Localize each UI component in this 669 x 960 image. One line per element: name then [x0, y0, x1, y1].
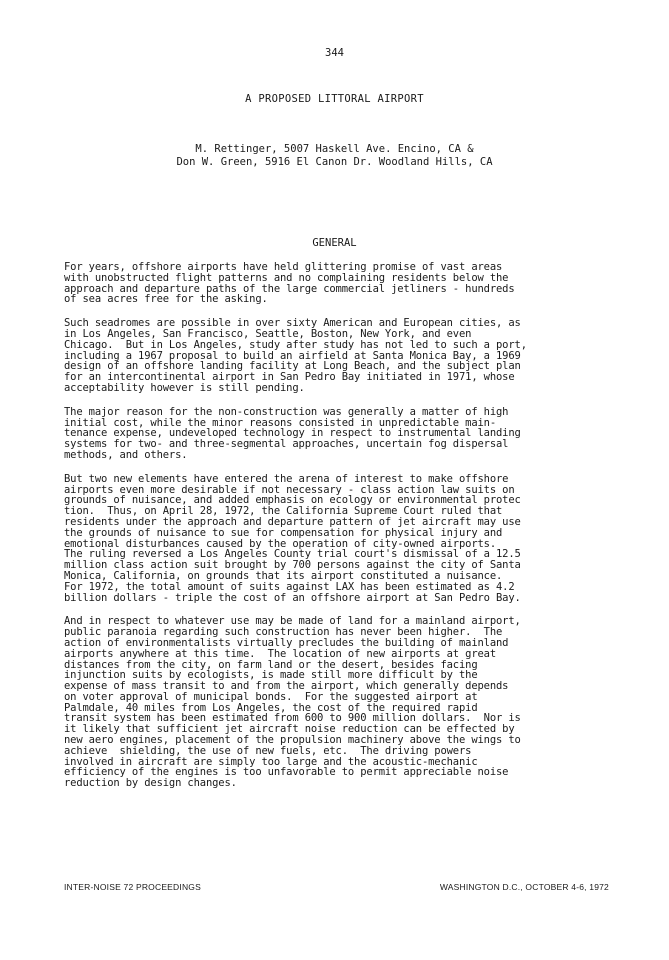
paper-title: A PROPOSED LITTORAL AIRPORT — [245, 93, 424, 105]
paragraph — [64, 407, 609, 461]
text-line: Palmdale, 40 miles from Los Angeles, the cost of the required rapid — [64, 701, 478, 714]
text-line: for an intercontinental airport in San Pedro Bay initiated in 1971, whose — [64, 371, 515, 384]
text-line: injunction suits by ecologists, is made still more difficult by the — [64, 669, 478, 682]
text-line: emotional disturbances caused by the operation of city-owned airports. — [64, 537, 497, 550]
body-text — [64, 262, 609, 802]
paragraph — [64, 318, 609, 394]
text-line: billion dollars - triple the cost of an offshore airport at San Pedro Bay. — [64, 591, 521, 604]
text-line: For 1972, the total amount of suits against LAX has been estimated as 4.2 — [64, 580, 515, 593]
footer-location-date: WASHINGTON D.C., OCTOBER 4-6, 1972 — [439, 882, 609, 892]
paragraph — [64, 474, 609, 604]
text-line: initial cost, while the minor reasons consisted in unpredictable main- — [64, 416, 497, 429]
text-line: expense of mass transit to and from the airport, which generally depends — [64, 680, 509, 693]
text-line: reduction by design changes. — [64, 777, 237, 790]
footer-proceedings: INTER-NOISE 72 PROCEEDINGS — [64, 882, 201, 892]
section-heading: GENERAL — [312, 237, 357, 249]
text-line: achieve shielding, the use of new fuels, etc. The driving powers — [64, 744, 472, 757]
text-line: transit system has been estimated from 600 to 900 million dollars. Nor is — [64, 712, 521, 725]
text-line: distances from the city, on farm land or the desert, besides facing — [64, 658, 478, 671]
text-line: For years, offshore airports have held glittering promise of vast areas — [64, 261, 503, 273]
text-line: But two new elements have entered the arena of interest to make offshore — [64, 472, 509, 485]
text-line: tion. Thus, on April 28, 1972, the California Supreme Court ruled that — [64, 505, 503, 518]
text-line: action of environmentalists virtually precludes the building of mainland — [64, 636, 509, 649]
text-line: airports even more desirable if not necessary - class action law suits on — [64, 483, 515, 496]
text-line: it likely that sufficient jet aircraft noise reduction can be effected by — [64, 723, 515, 736]
text-line: approach and departure paths of the large commercial jetliners - hundreds — [64, 282, 515, 295]
text-line: on voter approval of municipal bonds. For the suggested airport at — [64, 690, 478, 703]
text-line: Monica, California, on grounds that its airport constituted a nuisance. — [64, 569, 503, 582]
author-line: M. Rettinger, 5007 Haskell Ave. Encino, CA & — [195, 143, 474, 155]
text-line: design of an offshore landing facility at Long Beach, and the subject plan — [64, 360, 521, 373]
text-line: involved in aircraft are simply too large and the acoustic-mechanic — [64, 755, 478, 768]
text-line: of sea acres free for the asking. — [64, 293, 268, 306]
text-line: tenance expense, undeveloped technology in respect to instrumental landing — [64, 427, 521, 440]
text-line: the grounds of nuisance to sue for compensation for physical injury and — [64, 526, 503, 539]
paragraph — [64, 616, 609, 789]
text-line: Such seadromes are possible in over sixty American and European cities, as — [64, 317, 521, 330]
text-line: grounds of nuisance, and added emphasis on ecology or environmental protec — [64, 494, 521, 507]
text-line: Chicago. But in Los Angeles, study after study has not led to such a port, — [64, 338, 527, 351]
text-line: efficiency of the engines is too unfavorable to permit appreciable noise — [64, 766, 509, 779]
text-line: acceptability however is still pending. — [64, 381, 305, 394]
text-line: The major reason for the non-construction was generally a matter of high — [64, 405, 509, 418]
paragraph — [64, 262, 609, 305]
text-line: The ruling reversed a Los Angeles County trial court's dismissal of a 12.5 — [64, 548, 521, 561]
text-line: systems for two- and three-segmental approaches, uncertain fog dispersal — [64, 438, 509, 451]
text-line: residents under the approach and departure pattern of jet aircraft may use — [64, 515, 521, 528]
text-line: airports anywhere at this time. The location of new airports at great — [64, 647, 497, 660]
author-block — [0, 143, 669, 169]
text-line: with unobstructed flight patterns and no complaining residents below the — [64, 271, 509, 284]
page-number: 344 — [325, 47, 344, 59]
text-line: million class action suit brought by 700 persons against the city of Santa — [64, 559, 521, 572]
text-line: new aero engines, placement of the propulsion machinery above the wings to — [64, 734, 521, 747]
text-line: And in respect to whatever use may be made of land for a mainland airport, — [64, 615, 521, 628]
author-line: Don W. Green, 5916 El Canon Dr. Woodland Hills, CA — [176, 156, 493, 168]
text-line: including a 1967 proposal to build an airfield at Santa Monica Bay, a 1969 — [64, 349, 521, 362]
text-line: methods, and others. — [64, 448, 188, 461]
text-line: public paranoia regarding such construction has never been higher. The — [64, 626, 503, 639]
text-line: in Los Angeles, San Francisco, Seattle, Boston, New York, and even — [64, 327, 472, 340]
